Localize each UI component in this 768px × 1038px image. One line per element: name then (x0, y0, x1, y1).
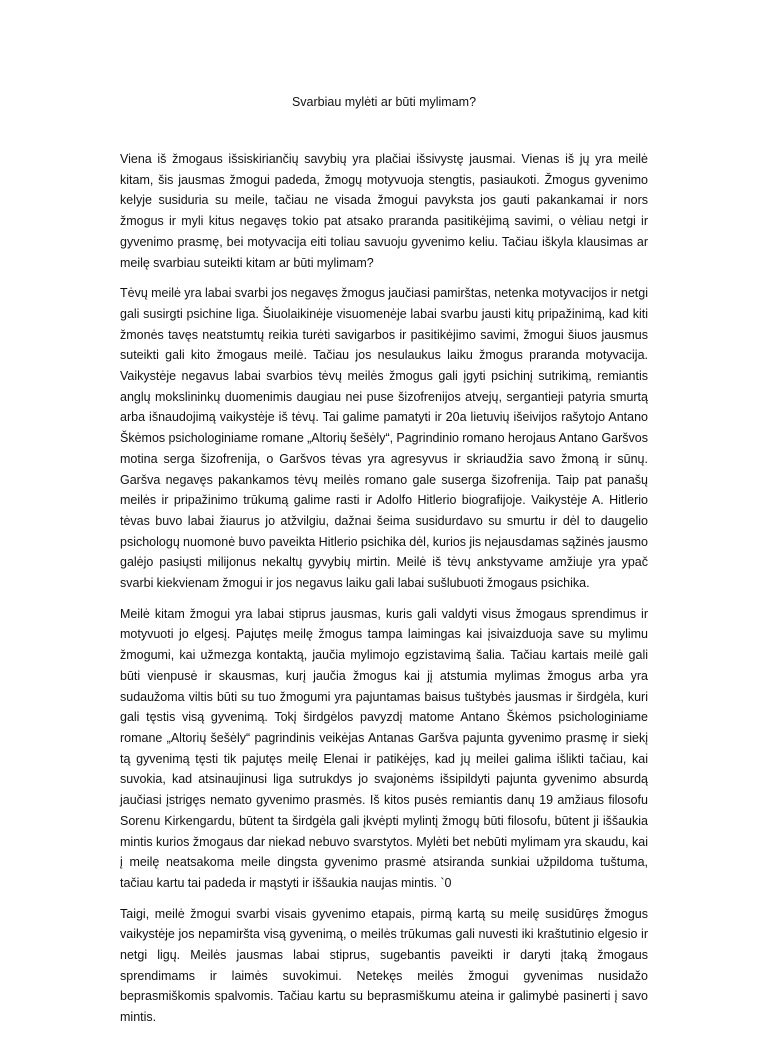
paragraph-romantic-love: Meilė kitam žmogui yra labai stiprus jausmas, kuris gali valdyti visus žmogaus sprendimus ir motyvuoti jo elgesį. Pajutęs meilę žmogus tampa laimingas kai įsivaizduoja save su mylimu žmogumi, kai užmezga kontaktą, jaučia mylimojo egzistavimą šalia. Tačiau kartais meilė gali būti vienpusė ir skausmas, kurį jaučia žmogus kai jį atstumia mylimas žmogus arba yra sudaužoma viltis būti su tuo žmogumi yra pajuntamas baisus tuštybės jausmas ir širdgėla, kuri gali tęstis visą gyvenimą. Tokį širdgėlos pavyzdį matome Antano Škėmos psichologiniame romane „Altorių šešėly“ pagrindinis veikėjas Antanas Garšva pajunta gyvenimo prasmę ir siekį tą gyvenimą tęsti tik pajutęs meilę Elenai ir patikėjęs, kad jų meilei galima išlikti tačiau, kai suvokia, kad atsinaujinusi liga sutrukdys jo svajonėms išsipildyti pajunta gyvenimo absurdą jaučiasi įstrigęs nemato gyvenimo prasmės. Iš kitos pusės remiantis danų 19 amžiaus filosofu Sorenu Kirkengardu, būtent ta širdgėla gali įkvėpti mylintį žmogų būti filosofu, būtent ji iššaukia mintis kurios žmogaus dar niekad nebuvo svarstytos. Mylėti bet nebūti mylimam yra skaudu, kai į meilę neatsakoma meile dingsta gyvenimo prasmė atsiranda sunkiai užpildoma tuštuma, tačiau kartu tai padeda ir mąstyti ir iššaukia naujas mintis. `0 (120, 606, 648, 890)
document-title: Svarbiau mylėti ar būti mylimam? (291, 95, 477, 109)
document-body (120, 149, 648, 1038)
paragraph-conclusion: Taigi, meilė žmogui svarbi visais gyvenimo etapais, pirmą kartą su meilę susidūręs žmogus vaikystėje jos nepamiršta visą gyvenimą, o meilės trūkumas gali nuvesti iki kraštutinio elgesio ir netgi ligų. Meilės jausmas labai stiprus, sugebantis paveikti ir daryti įtaką žmogaus sprendimams ir laimės suvokimui. Netekęs meilės žmogui gyvenimas nusidažo beprasmiškomis spalvomis. Tačiau kartu su beprasmiškumu ateina ir galimybė pasinerti į savo mintis. (120, 906, 648, 1025)
paragraph-intro: Viena iš žmogaus išsiskiriančių savybių yra plačiai išsivystę jausmai. Vienas iš jų yra meilė kitam, šis jausmas žmogui padeda, žmogų motyvuoja stengtis, pasiaukoti. Žmogus gyvenimo kelyje susiduria su meile, tačiau ne visada žmogui pavyksta jos gauti pakankamai ir nors žmogus ir myli kitus negavęs tokio pat atsako praranda pasitikėjimą savimi, o vėliau netgi ir gyvenimo prasmę, bei motyvacija eiti toliau savuoju gyvenimo keliu. Tačiau iškyla klausimas ar meilę svarbiau suteikti kitam ar būti mylimam? (120, 152, 648, 270)
paragraph-parental-love: Tėvų meilė yra labai svarbi jos negavęs žmogus jaučiasi pamirštas, netenka motyvacijos ir netgi gali susirgti psichine liga. Šiuolaikinėje visuomenėje labai svarbu jausti kitų pripažinimą, kad kiti žmonės tavęs neatstumtų reikia turėti savigarbos ir pasitikėjimo savimi, žmogui šiuos jausmus suteikti gali kito žmogaus meilė. Tačiau jos nesulaukus laiku žmogus praranda motyvacija. Vaikystėje negavus labai svarbios tėvų meilės žmogus gali įgyti psichinį sutrikimą, remiantis anglų mokslininkų duomenimis daugiau nei puse šizofrenijos atvejų, sergantieji patyria smurtą arba išnaudojimą vaikystėje iš tėvų. Tai galime pamatyti ir 20a lietuvių išeivijos rašytojo Antano Škėmos psichologiniame romane „Altorių šešėly“, Pagrindinio romano herojaus Antano Garšvos motina serga šizofrenija, o Garšvos tėvas yra agresyvus ir skriaudžia savo žmoną ir sūnų. Garšva negavęs pakankamos tėvų meilės romano gale suserga šizofrenija. Taip pat panašų meilės ir pripažinimo trūkumą galime rasti ir Adolfo Hitlerio biografijoje. Vaikystėje A. Hitlerio tėvas buvo labai žiaurus jo atžvilgiu, dažnai šeima susidurdavo su smurtu ir dėl to daugelio psichologų nuomonė buvo paveikta Hitlerio psichika dėl, kurios jis nejausdamas sąžinės jausmo galėjo pasiųsti milijonus nekaltų gyvybių mirtin. Meilė iš tėvų ankstyvame amžiuje yra ypač svarbi kiekvienam žmogui ir jos negavus laiku gali labai sušlubuoti žmogaus psichika. (120, 286, 648, 591)
